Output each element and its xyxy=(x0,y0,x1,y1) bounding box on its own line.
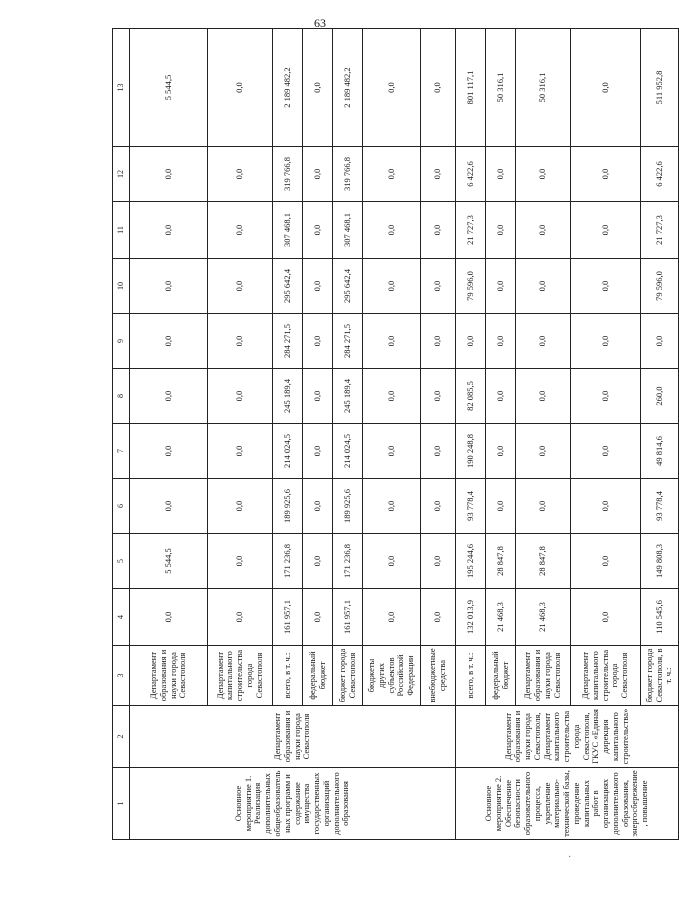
col-header: 3 xyxy=(113,646,130,706)
value-cell: 284 271,5 xyxy=(333,314,363,369)
value-cell: 0,0 xyxy=(208,479,273,534)
value-cell: 0,0 xyxy=(571,259,641,314)
value-cell: 0,0 xyxy=(303,534,333,589)
value-cell: 0,0 xyxy=(421,147,456,202)
value-cell: 50 316,1 xyxy=(486,29,516,147)
value-cell: 0,0 xyxy=(130,259,208,314)
table-body xyxy=(113,29,679,840)
value-cell: 195 244,6 xyxy=(456,534,486,589)
header-row xyxy=(113,29,130,840)
col-header: 6 xyxy=(113,479,130,534)
col-header: 1 xyxy=(113,768,130,840)
value-cell: 189 925,6 xyxy=(273,479,303,534)
value-cell: 0,0 xyxy=(363,147,421,202)
col-header: 7 xyxy=(113,424,130,479)
scan-artifact: · xyxy=(568,852,572,863)
value-cell: 0,0 xyxy=(486,202,516,259)
value-cell: 0,0 xyxy=(516,314,571,369)
executor: Департамент образования и науки города Севастополя, Департамент капитального строительства города Севастополя, ГКУС «Единая дирекция капитального строительства» xyxy=(456,706,679,768)
value-cell: 132 013,9 xyxy=(456,589,486,646)
value-cell: 0,0 xyxy=(303,369,333,424)
value-cell: 0,0 xyxy=(421,589,456,646)
value-cell: 21 468,3 xyxy=(486,589,516,646)
value-cell: 0,0 xyxy=(363,369,421,424)
col-header: 10 xyxy=(113,259,130,314)
executor: Департамент образования и науки города Севастополя xyxy=(130,706,456,768)
value-cell: 801 117,1 xyxy=(456,29,486,147)
funding-source: Департамент образования и науки города Севастополя xyxy=(130,646,208,706)
table-row xyxy=(456,29,486,840)
funding-source: Департамент образования и науки города Севастополя xyxy=(516,646,571,706)
value-cell: 284 271,5 xyxy=(273,314,303,369)
value-cell: 0,0 xyxy=(516,424,571,479)
value-cell: 511 952,8 xyxy=(641,29,679,147)
value-cell: 0,0 xyxy=(363,202,421,259)
value-cell: 0,0 xyxy=(421,259,456,314)
value-cell: 28 847,8 xyxy=(516,534,571,589)
value-cell: 0,0 xyxy=(571,369,641,424)
value-cell: 82 085,5 xyxy=(456,369,486,424)
value-cell: 214 024,5 xyxy=(273,424,303,479)
value-cell: 0,0 xyxy=(421,314,456,369)
value-cell: 79 596,0 xyxy=(456,259,486,314)
value-cell: 161 957,1 xyxy=(273,589,303,646)
funding-source: федеральный бюджет xyxy=(486,646,516,706)
value-cell: 6 422,6 xyxy=(456,147,486,202)
col-header: 4 xyxy=(113,589,130,646)
value-cell: 307 468,1 xyxy=(273,202,303,259)
value-cell: 0,0 xyxy=(421,424,456,479)
value-cell: 0,0 xyxy=(571,424,641,479)
value-cell: 0,0 xyxy=(363,314,421,369)
funding-source: Департамент капитального строительства города Севастополя xyxy=(208,646,273,706)
value-cell: 0,0 xyxy=(303,479,333,534)
value-cell: 0,0 xyxy=(130,424,208,479)
value-cell: 0,0 xyxy=(421,29,456,147)
value-cell: 0,0 xyxy=(571,589,641,646)
value-cell: 0,0 xyxy=(303,424,333,479)
value-cell: 0,0 xyxy=(421,369,456,424)
value-cell: 171 236,8 xyxy=(333,534,363,589)
funding-source: Департамент капитального строительства города Севастополя xyxy=(571,646,641,706)
value-cell: 0,0 xyxy=(363,259,421,314)
value-cell: 214 024,5 xyxy=(333,424,363,479)
funding-source: федеральный бюджет xyxy=(303,646,333,706)
value-cell: 2 189 482,2 xyxy=(273,29,303,147)
value-cell: 21 468,3 xyxy=(516,589,571,646)
value-cell: 0,0 xyxy=(486,424,516,479)
value-cell: 319 766,8 xyxy=(333,147,363,202)
value-cell: 0,0 xyxy=(421,479,456,534)
measure-name: Основное мероприятие 2. Обеспечение безопасности образовательного процесса, укрепление материально-технической базы, проведение капитальных работ в организациях дополнительного образования, энергосбережение, повышение xyxy=(456,768,679,840)
value-cell: 0,0 xyxy=(208,534,273,589)
value-cell: 93 778,4 xyxy=(456,479,486,534)
value-cell: 0,0 xyxy=(421,202,456,259)
value-cell: 6 422,6 xyxy=(641,147,679,202)
value-cell: 0,0 xyxy=(486,314,516,369)
value-cell: 0,0 xyxy=(571,29,641,147)
value-cell: 93 778,4 xyxy=(641,479,679,534)
value-cell: 245 189,4 xyxy=(273,369,303,424)
value-cell: 110 545,6 xyxy=(641,589,679,646)
measure-name: Основное мероприятие 1. Реализация дополнительных общеобразовательных программ и содержание имущества государственных организаций дополнительного образования xyxy=(130,768,456,840)
value-cell: 0,0 xyxy=(130,202,208,259)
value-cell: 2 189 482,2 xyxy=(333,29,363,147)
col-header: 9 xyxy=(113,314,130,369)
funding-source: всего, в т. ч.: xyxy=(456,646,486,706)
value-cell: 0,0 xyxy=(571,202,641,259)
value-cell: 0,0 xyxy=(303,259,333,314)
value-cell: 0,0 xyxy=(421,534,456,589)
value-cell: 0,0 xyxy=(208,147,273,202)
value-cell: 319 766,8 xyxy=(273,147,303,202)
value-cell: 0,0 xyxy=(516,479,571,534)
value-cell: 0,0 xyxy=(516,259,571,314)
col-header: 2 xyxy=(113,706,130,768)
value-cell: 171 236,8 xyxy=(273,534,303,589)
value-cell: 307 468,1 xyxy=(333,202,363,259)
value-cell: 0,0 xyxy=(208,369,273,424)
funding-source: бюджеты других субъектов Российской Федерации xyxy=(363,646,421,706)
value-cell: 0,0 xyxy=(208,589,273,646)
value-cell: 0,0 xyxy=(130,589,208,646)
value-cell: 0,0 xyxy=(486,259,516,314)
value-cell: 0,0 xyxy=(363,589,421,646)
value-cell: 0,0 xyxy=(516,202,571,259)
funding-source: внебюджетные средства xyxy=(421,646,456,706)
value-cell: 0,0 xyxy=(486,147,516,202)
value-cell: 0,0 xyxy=(516,147,571,202)
value-cell: 0,0 xyxy=(208,424,273,479)
value-cell: 28 847,8 xyxy=(486,534,516,589)
value-cell: 0,0 xyxy=(208,202,273,259)
value-cell: 295 642,4 xyxy=(333,259,363,314)
value-cell: 0,0 xyxy=(571,147,641,202)
funding-source: всего, в т. ч.: xyxy=(273,646,303,706)
value-cell: 149 808,3 xyxy=(641,534,679,589)
value-cell: 0,0 xyxy=(571,479,641,534)
value-cell: 0,0 xyxy=(516,369,571,424)
value-cell: 260,0 xyxy=(641,369,679,424)
value-cell: 295 642,4 xyxy=(273,259,303,314)
value-cell: 0,0 xyxy=(363,29,421,147)
value-cell: 50 316,1 xyxy=(516,29,571,147)
value-cell: 5 544,5 xyxy=(130,534,208,589)
value-cell: 0,0 xyxy=(130,369,208,424)
value-cell: 0,0 xyxy=(486,369,516,424)
col-header: 8 xyxy=(113,369,130,424)
value-cell: 0,0 xyxy=(456,314,486,369)
value-cell: 0,0 xyxy=(571,314,641,369)
value-cell: 0,0 xyxy=(130,314,208,369)
value-cell: 0,0 xyxy=(130,147,208,202)
value-cell: 0,0 xyxy=(303,589,333,646)
value-cell: 0,0 xyxy=(363,479,421,534)
col-header: 11 xyxy=(113,202,130,259)
funding-source: бюджет города Севастополя xyxy=(333,646,363,706)
value-cell: 0,0 xyxy=(303,147,333,202)
value-cell: 0,0 xyxy=(303,29,333,147)
value-cell: 0,0 xyxy=(486,479,516,534)
value-cell: 0,0 xyxy=(130,479,208,534)
value-cell: 0,0 xyxy=(571,534,641,589)
value-cell: 21 727,3 xyxy=(456,202,486,259)
value-cell: 245 189,4 xyxy=(333,369,363,424)
value-cell: 79 596,0 xyxy=(641,259,679,314)
page-number: 63 xyxy=(314,16,326,30)
value-cell: 49 814,6 xyxy=(641,424,679,479)
value-cell: 0,0 xyxy=(363,424,421,479)
value-cell: 21 727,3 xyxy=(641,202,679,259)
value-cell: 190 248,8 xyxy=(456,424,486,479)
value-cell: 0,0 xyxy=(208,259,273,314)
col-header: 13 xyxy=(113,29,130,147)
value-cell: 0,0 xyxy=(303,314,333,369)
budget-table xyxy=(112,28,679,840)
col-header: 5 xyxy=(113,534,130,589)
value-cell: 161 957,1 xyxy=(333,589,363,646)
table-row xyxy=(130,29,208,840)
value-cell: 0,0 xyxy=(303,202,333,259)
funding-source: бюджет города Севастополя, в т. ч.: xyxy=(641,646,679,706)
value-cell: 189 925,6 xyxy=(333,479,363,534)
col-header: 12 xyxy=(113,147,130,202)
value-cell: 0,0 xyxy=(208,314,273,369)
value-cell: 0,0 xyxy=(641,314,679,369)
value-cell: 0,0 xyxy=(208,29,273,147)
value-cell: 0,0 xyxy=(363,534,421,589)
value-cell: 5 544,5 xyxy=(130,29,208,147)
